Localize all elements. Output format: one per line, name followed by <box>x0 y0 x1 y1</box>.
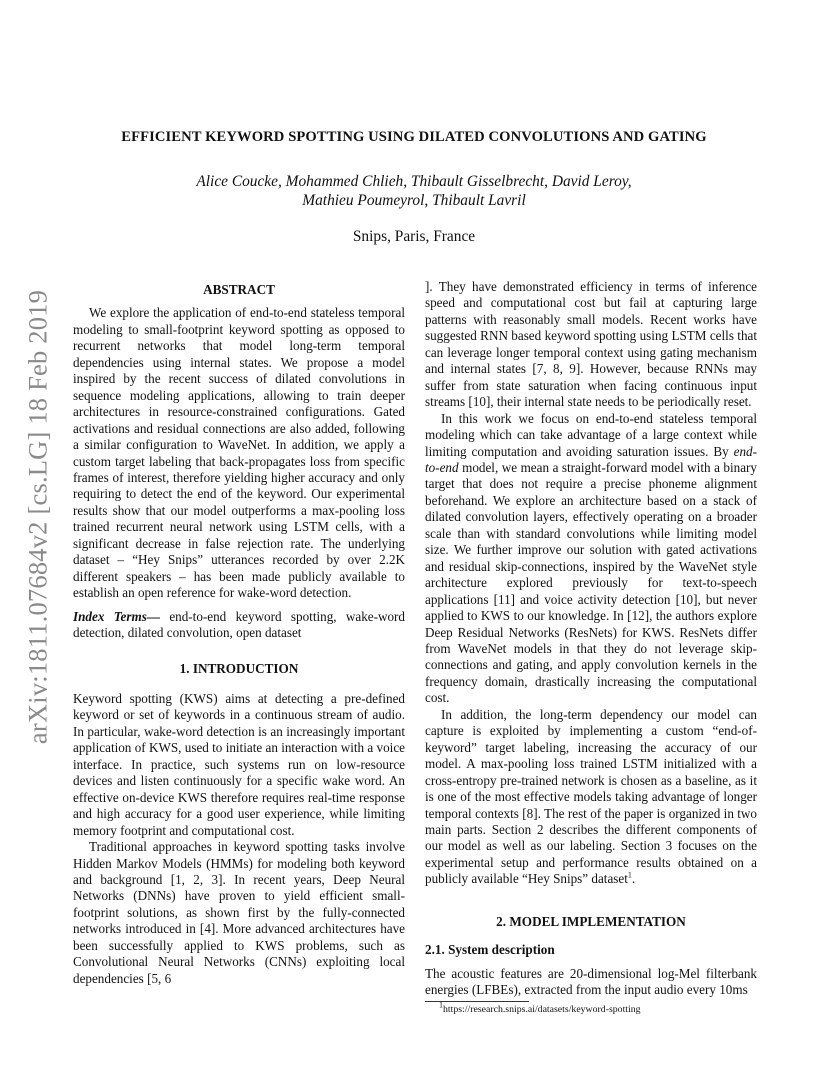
paper-title: EFFICIENT KEYWORD SPOTTING USING DILATED CONVOLUTIONS AND GATING <box>121 129 707 145</box>
text-run: ]. They have demonstrated efficiency in terms of inference speed and computational cost but fail at capturing large patterns with reasonably small models. Recent works have suggested RNN based keyword spotting using LSTM cells that can leverage longer temporal context using gating mechanism and internal states [ <box>425 279 757 377</box>
model-paragraph-1: The acoustic features are 20-dimensional log-Mel filterbank energies (LFBEs), extracted from the input audio every 10ms <box>425 965 757 998</box>
arxiv-identifier-text: arXiv:1811.07684v2 [cs.LG] 18 Feb 2019 <box>22 289 53 745</box>
text-run: ]. The rest of the paper is organized in two main parts. Section <box>425 805 757 837</box>
intro-paragraph-2 <box>73 839 405 987</box>
section-reference-link[interactable]: 3 <box>665 838 673 854</box>
text-run: ], their internal state needs to be periodically reset. <box>485 394 752 410</box>
text-run: , <box>543 361 554 377</box>
index-terms-text: end-to-end keyword spotting, wake-word detection, dilated convolution, open dataset <box>73 608 406 641</box>
intro-paragraph-2-continued <box>425 279 757 411</box>
citation-link[interactable]: 10 <box>472 394 486 410</box>
citation-link[interactable]: 8 <box>553 361 560 377</box>
text-run: ]. In recent years, Deep Neural Networks (DNNs) have proven to yield efficient small-footprint solutions, as shown first by the fully-connected networks introduced in [ <box>73 871 406 937</box>
footnote <box>439 1000 757 1016</box>
citation-link[interactable]: 1 <box>175 871 182 887</box>
text-run: , <box>158 970 165 986</box>
text-run: Traditional approaches in keyword spotting tasks involve Hidden Markov Models (HMMs) for modeling both keyword and background [ <box>73 839 405 887</box>
footnote-number: 1 <box>439 1000 443 1010</box>
citation-link[interactable]: 7 <box>536 361 544 377</box>
intro-paragraph-4 <box>425 707 757 888</box>
introduction-heading: 1. INTRODUCTION <box>179 660 299 676</box>
section-reference-link[interactable]: 2 <box>536 821 544 837</box>
author-line-1: Alice Coucke, Mohammed Chlieh, Thibault Gisselbrecht, David Leroy, <box>196 173 632 190</box>
text-run: ], but never applied to KWS to our knowledge. In [ <box>425 591 757 624</box>
text-run: ]. However, because RNNs may suffer from state saturation when facing continuous input streams [ <box>425 361 757 410</box>
citation-link[interactable]: 5 <box>151 970 159 986</box>
intro-paragraph-3 <box>425 411 757 707</box>
citation-link[interactable]: 2 <box>193 871 200 887</box>
arxiv-identifier <box>18 282 58 752</box>
citation-link[interactable]: 12 <box>631 608 645 624</box>
intro-paragraph-1: Keyword spotting (KWS) aims at detecting a pre-defined keyword or set of keywords in a continuous stream of audio. In particular, wake-word detection is an increasingly important application of KWS, used to initiate an interaction with a voice interface. In practice, such systems run on low-resource devices and listen continuously for a specific wake word. An effective on-device KWS therefore requires real-time response and high accuracy for a good user experience, while limiting memory footprint and computational cost. <box>73 690 405 838</box>
citation-link[interactable]: 9 <box>569 361 576 377</box>
affiliation: Snips, Paris, France <box>352 228 476 245</box>
index-terms-label: Index Terms— <box>73 608 160 624</box>
system-description-subheading: 2.1. System description <box>425 942 555 958</box>
left-column <box>73 279 405 987</box>
text-run: focuses on the experimental setup and performance results obtained on a publicly available “Hey Snips” dataset <box>425 838 757 887</box>
citation-link[interactable]: 10 <box>679 591 694 607</box>
text-run: In addition, the long-term dependency our model can capture is exploited by implementing a custom “end-of-keyword” target labeling, increasing the accuracy of our model. A max-pooling loss trained LSTM initialized with a cross-entropy pre-trained network is chosen as a baseline, as it is one of the most effective models taking advantage of longer temporal contexts [ <box>425 706 757 821</box>
citation-link[interactable]: 3 <box>211 871 219 887</box>
footnote-url[interactable]: https://research.snips.ai/datasets/keyword-spotting <box>443 1003 641 1015</box>
text-run: ]. More advanced architectures have been successfully applied to KWS problems, such as Convolutional Neural Networks (CNNs) exploiting local dependencies [ <box>73 921 405 986</box>
citation-link[interactable]: 11 <box>498 591 511 607</box>
citation-link[interactable]: 4 <box>204 921 211 937</box>
abstract-text: We explore the application of end-to-end stateless temporal modeling to small-footprint keyword spotting as opposed to recurrent networks that model long-term temporal dependencies using internal states. We propose a model inspired by the recent success of dilated convolutions in sequence modeling applications, allowing to train deeper architectures in resource-constrained configurations. Gated activations and residual connections are also added, following a similar configuration to WaveNet. In addition, we apply a custom target labeling that back-propagates loss from specific frames of interest, therefore yielding higher accuracy and only requiring to detect the end of the keyword. Our experimental results show that our model outperforms a max-pooling loss trained recurrent neural network using LSTM cells, with a significant decrease in false rejection rate. The underlying dataset – “Hey Snips” utterances recorded by over 2.2K different speakers – has been made publicly available to establish an open reference for wake-word detection. <box>73 305 405 601</box>
text-run: , <box>559 361 570 377</box>
citation-link[interactable]: 8 <box>526 805 534 821</box>
text-run: describes the different components of our model as well as our labeling. Section <box>425 821 758 854</box>
abstract-heading: ABSTRACT <box>203 282 275 297</box>
text-run: ] and voice activity detection [ <box>510 591 680 607</box>
text-run: , <box>199 871 212 887</box>
author-line-2: Mathieu Poumeyrol, Thibault Lavril <box>302 192 526 209</box>
author-list <box>120 172 708 210</box>
citation-link[interactable]: 6 <box>164 970 172 986</box>
footnote-marker-link[interactable]: 1 <box>627 870 632 880</box>
text-run: In this work we focus on end-to-end stateless temporal modeling which can take advantage of a large context while limiting computation and avoiding saturation issues. By <box>425 410 757 459</box>
text-run: , <box>181 871 194 887</box>
model-implementation-heading: 2. MODEL IMPLEMENTATION <box>496 913 686 929</box>
right-column <box>425 279 757 1016</box>
text-run: ], the authors explore Deep Residual Networks (ResNets) for KWS. ResNets differ from WaveNet models in that they do not leverage skip-connections and gating, and apply convolution kernels in the frequency domain, drastically increasing the computational cost. <box>425 608 757 706</box>
index-terms <box>73 609 405 642</box>
text-run: . <box>631 871 636 887</box>
text-run: model, we mean a straight-forward model with a binary target that does not require a precise phoneme alignment beforehand. We explore an architecture based on a stack of dilated convolution layers, effectively operating on a broader scale than with standard convolutions while limiting model size. We further improve our solution with gated activations and residual skip-connections, inspired by the WaveNet style architecture explored previously for text-to-speech applications [ <box>425 459 757 607</box>
emphasis-end-to-end: end-to-end <box>425 443 757 475</box>
